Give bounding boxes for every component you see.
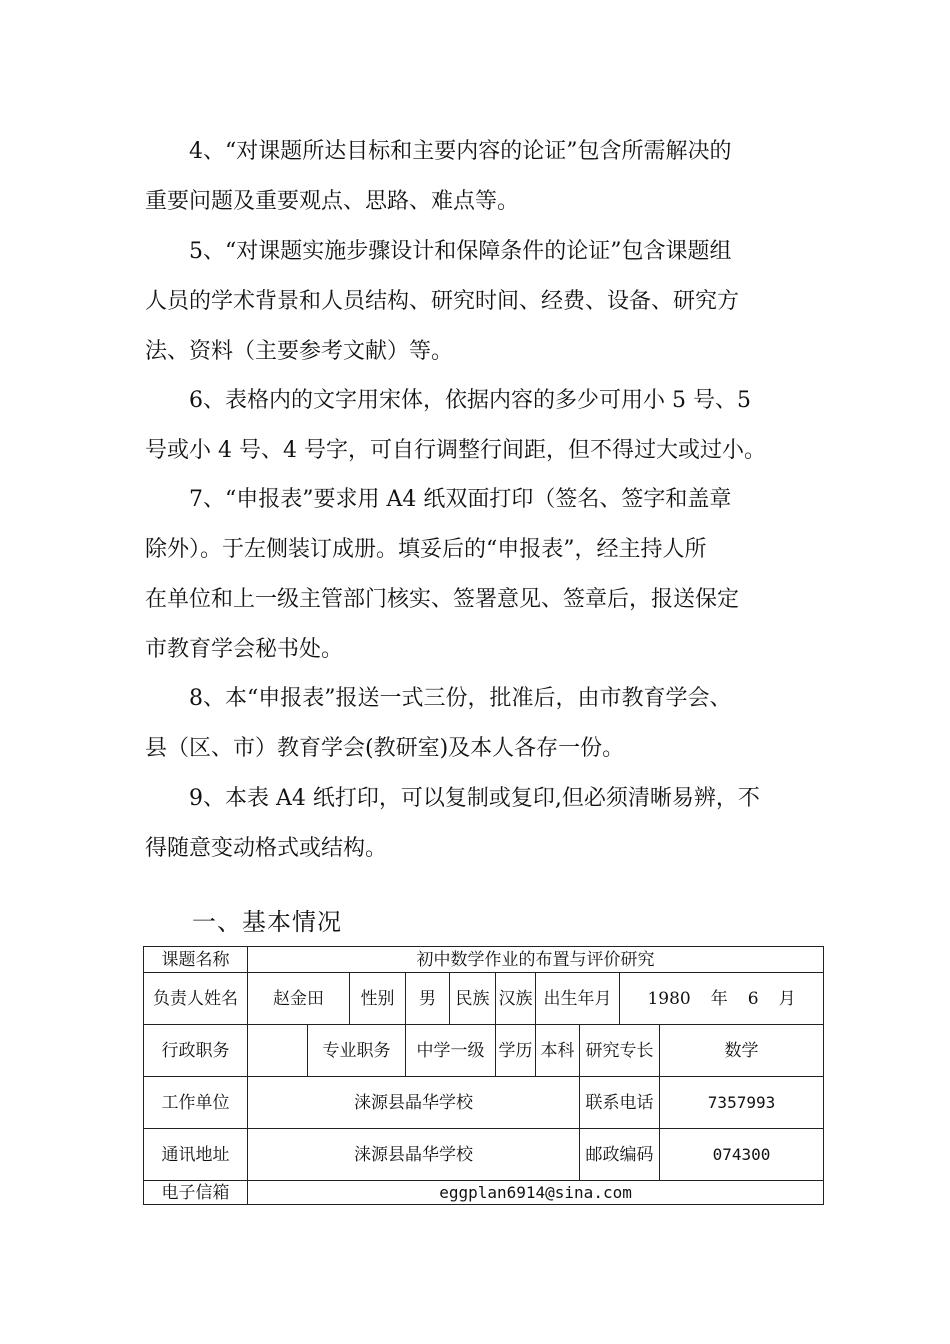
gender-label: 性别: [350, 973, 406, 1025]
note-6-line-2: 号或小 4 号、4 号字，可自行调整行间距，但不得过大或过小。: [145, 438, 766, 463]
topic-value: 初中数学作业的布置与评价研究: [248, 947, 824, 973]
ethnicity-value: 汉族: [496, 973, 536, 1025]
email-label: 电子信箱: [144, 1181, 248, 1205]
gender-value: 男: [406, 973, 450, 1025]
table-row: [144, 1129, 824, 1181]
ethnicity-label: 民族: [450, 973, 496, 1025]
note-5-line-1: 5、“对课题实施步骤设计和保障条件的论证”包含课题组: [189, 239, 732, 264]
edu-label: 学历: [496, 1025, 536, 1077]
admin-value: [248, 1025, 308, 1077]
table-row: [144, 973, 824, 1025]
note-9-line-1: 9、本表 A4 纸打印，可以复制或复印,但必须清晰易辨，不: [189, 786, 760, 811]
note-7-line-1: 7、“申报表”要求用 A4 纸双面打印（签名、签字和盖章: [189, 487, 732, 512]
leader-label: 负责人姓名: [144, 973, 248, 1025]
workplace-value: 涞源县晶华学校: [248, 1077, 580, 1129]
table-row: [144, 1025, 824, 1077]
note-7-line-3: 在单位和上一级主管部门核实、签署意见、签章后，报送保定: [145, 587, 740, 612]
note-8-line-1: 8、本“申报表”报送一式三份，批准后，由市教育学会、: [189, 686, 732, 711]
prof-value: 中学一级: [406, 1025, 496, 1077]
birth-year: 1980: [647, 988, 691, 1009]
topic-label: 课题名称: [144, 947, 248, 973]
prof-label: 专业职务: [308, 1025, 406, 1077]
birth-year-unit: 年: [710, 988, 728, 1009]
note-4: [145, 127, 805, 227]
specialty-value: 数学: [660, 1025, 824, 1077]
phone-label: 联系电话: [580, 1077, 660, 1129]
postcode-label: 邮政编码: [580, 1129, 660, 1181]
address-label: 通讯地址: [144, 1129, 248, 1181]
edu-value: 本科: [536, 1025, 580, 1077]
basic-info-table: [143, 946, 824, 1205]
note-7: [145, 475, 805, 675]
table-row: [144, 947, 824, 973]
note-6-line-1: 6、表格内的文字用宋体，依据内容的多少可用小 5 号、5: [189, 388, 751, 413]
birth-month: 6: [747, 988, 759, 1009]
table-row: [144, 1077, 824, 1129]
birth-month-unit: 月: [778, 988, 796, 1009]
leader-value: 赵金田: [248, 973, 350, 1025]
email-value: eggplan6914@sina.com: [248, 1181, 824, 1205]
note-8: [145, 674, 805, 774]
section-title: 一、基本情况: [192, 908, 342, 936]
note-7-line-4: 市教育学会秘书处。: [145, 637, 344, 662]
birth-value: [620, 973, 824, 1025]
admin-label: 行政职务: [144, 1025, 248, 1077]
postcode-value: 074300: [660, 1129, 824, 1181]
note-8-line-2: 县（区、市）教育学会(教研室)及本人各存一份。: [145, 736, 625, 761]
note-5-line-2: 人员的学术背景和人员结构、研究时间、经费、设备、研究方: [145, 289, 740, 314]
table-row: [144, 1181, 824, 1205]
specialty-label: 研究专长: [580, 1025, 660, 1077]
note-6: [145, 376, 805, 476]
note-5-line-3: 法、资料（主要参考文献）等。: [145, 339, 454, 364]
address-value: 涞源县晶华学校: [248, 1129, 580, 1181]
note-9-line-2: 得随意变动格式或结构。: [145, 836, 388, 861]
note-4-line-1: 4、“对课题所达目标和主要内容的论证”包含所需解决的: [189, 139, 732, 164]
note-4-line-2: 重要问题及重要观点、思路、难点等。: [145, 189, 520, 214]
birth-label: 出生年月: [536, 973, 620, 1025]
workplace-label: 工作单位: [144, 1077, 248, 1129]
note-7-line-2: 除外）。于左侧装订成册。填妥后的“申报表”，经主持人所: [145, 537, 707, 562]
note-5: [145, 227, 805, 377]
note-9: [145, 774, 805, 874]
phone-value: 7357993: [660, 1077, 824, 1129]
